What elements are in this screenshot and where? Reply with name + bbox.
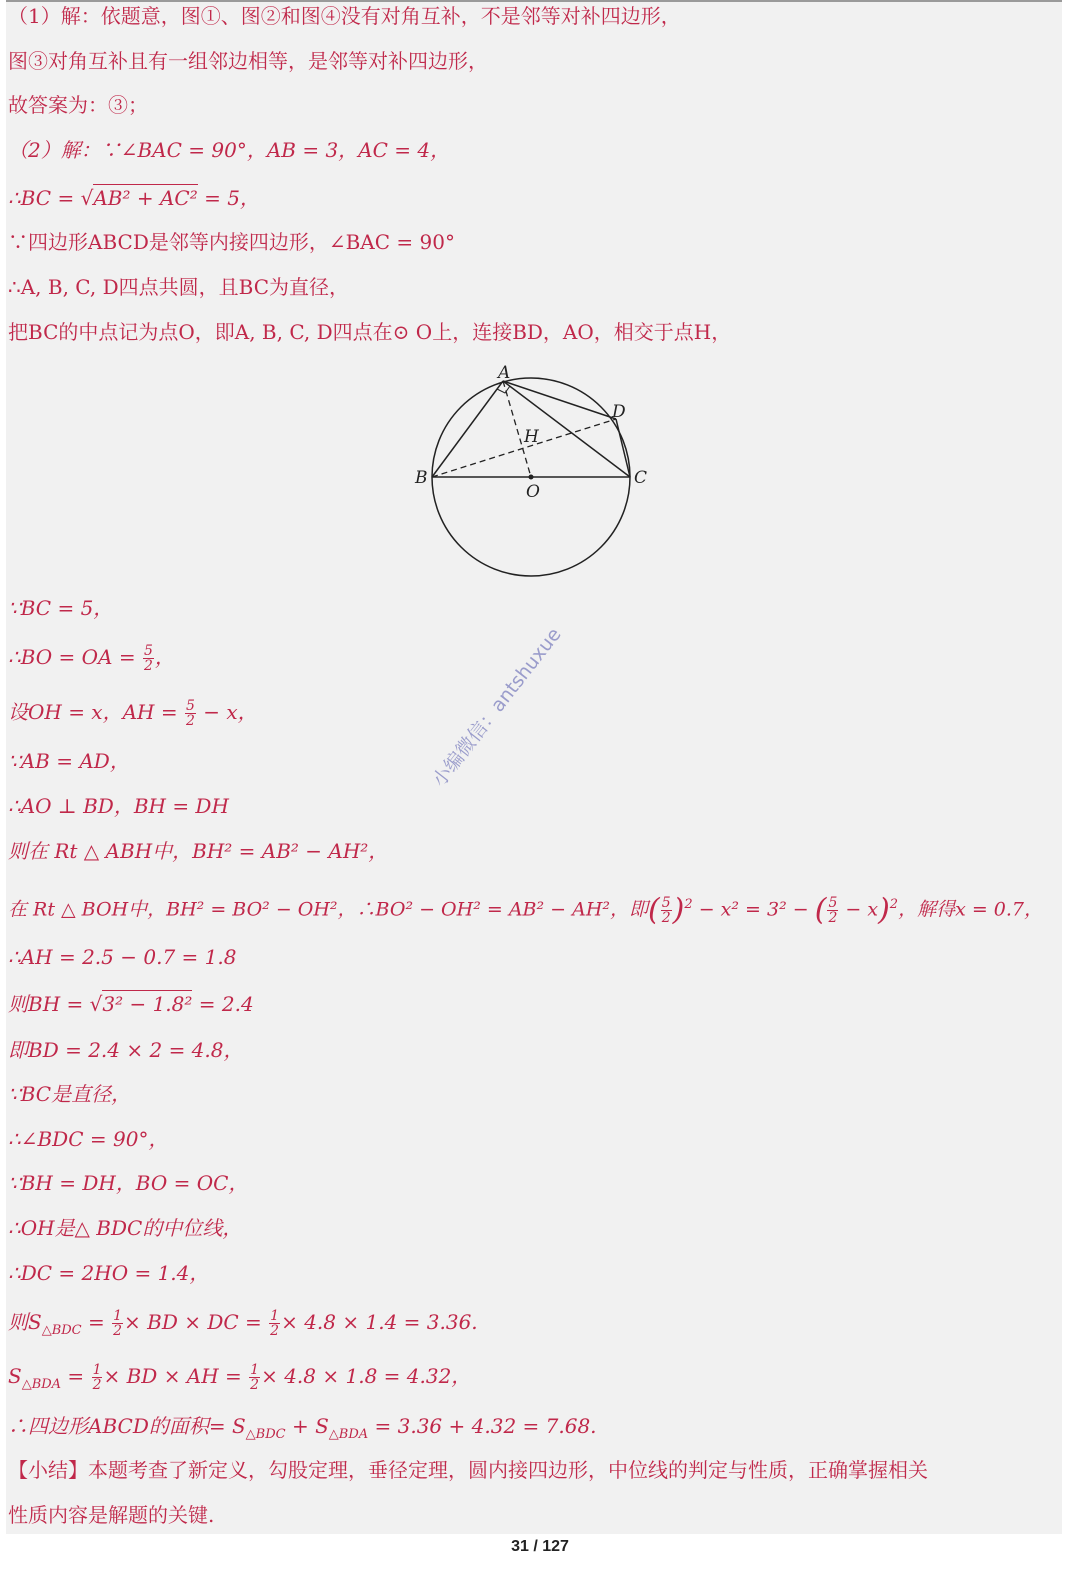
summary-line-1: 【小结】本题考查了新定义，勾股定理，垂径定理，圆内接四边形，中位线的判定与性质，正确掌握相关 <box>8 1458 928 1482</box>
point-o <box>529 475 534 480</box>
watermark: 小编微信：antshuxue <box>428 623 566 792</box>
line-6: ∵四边形ABCD是邻等内接四边形，∠BAC = 90° <box>8 230 455 254</box>
summary-line-2: 性质内容是解题的关键. <box>8 1503 215 1527</box>
line-10: ∴BO = OA = $\frac{5}{2}$ ， <box>8 643 175 674</box>
fraction: $\frac{1}{2}$ <box>92 1362 102 1393</box>
label-h: H <box>524 427 539 447</box>
line-12: ∵AB = AD， <box>8 749 130 773</box>
fraction: $\frac{5}{2}$ <box>185 698 195 729</box>
line-7: ∴A, B, C, D四点共圆，且BC为直径， <box>8 275 350 299</box>
label-o: O <box>526 482 540 502</box>
line-19: ∵BC是直径， <box>8 1082 132 1106</box>
line-3: 故答案为：③； <box>8 93 148 117</box>
segment-ac <box>503 381 630 477</box>
line-24: 则$S_{\triangle BDC}$ = $\frac{1}{2}$ × BD × DC = $\frac{1}{2}$ × 4.8 × 1.4 = 3.36. <box>8 1308 478 1339</box>
segment-ad <box>503 381 616 419</box>
line-23: ∴DC = 2HO = 1.4， <box>8 1261 210 1285</box>
line-14: 则在 Rt △ ABH中，BH² = AB² − AH²， <box>8 839 389 863</box>
fraction: $\frac{5}{2}$ <box>143 643 153 674</box>
line-4: （2）解：∵∠BAC = 90°，AB = 3，AC = 4， <box>8 138 451 162</box>
fraction: $\frac{1}{2}$ <box>113 1308 123 1339</box>
fraction: $\frac{1}{2}$ <box>250 1362 260 1393</box>
line-16: ∴AH = 2.5 − 0.7 = 1.8 <box>8 945 237 969</box>
line-1: （1）解：依题意，图①、图②和图④没有对角互补，不是邻等对补四边形， <box>8 4 681 28</box>
line-21: ∵BH = DH，BO = OC， <box>8 1171 249 1195</box>
label-c: C <box>634 468 648 488</box>
fraction: $\frac{5}{2}$ <box>828 894 838 926</box>
line-8: 把BC的中点记为点O，即A, B, C, D四点在⊙ O上，连接BD，AO，相交于点H， <box>8 320 732 344</box>
page-number: 31 / 127 <box>511 1538 569 1555</box>
line-25: $S_{\triangle BDA}$ = $\frac{1}{2}$ × BD × AH = $\frac{1}{2}$ × 4.8 × 1.8 = 4.32， <box>8 1362 472 1393</box>
line-17: 则BH = √3² − 1.8² = 2.4 <box>8 992 254 1016</box>
segment-ab <box>432 381 503 477</box>
label-d: D <box>612 402 626 422</box>
line-22: ∴OH是△ BDC的中位线， <box>8 1216 243 1240</box>
line-5: ∴BC = √AB² + AC² = 5， <box>8 186 260 210</box>
label-b: B <box>415 468 428 488</box>
fraction: $\frac{1}{2}$ <box>270 1308 280 1339</box>
line-26: ∴四边形ABCD的面积= $S_{\triangle BDC} + S_{\triangle BDA} = 3.36 + 4.32 = 7.68$. <box>8 1414 597 1442</box>
line-18: 即BD = 2.4 × 2 = 4.8， <box>8 1038 244 1062</box>
line-13: ∴AO ⊥ BD，BH = DH <box>8 794 229 818</box>
line-9: ∵BC = 5， <box>8 596 114 620</box>
line-11: 设OH = x，AH = $\frac{5}{2}$ − x， <box>8 698 258 729</box>
line-20: ∴∠BDC = 90°， <box>8 1127 169 1151</box>
label-a: A <box>498 363 511 383</box>
circle-figure <box>405 360 665 585</box>
line-2: 图③对角互补且有一组邻边相等，是邻等对补四边形， <box>8 49 488 73</box>
fraction: $\frac{5}{2}$ <box>661 894 671 926</box>
line-15: 在 Rt △ BOH中，BH² = BO² − OH²，∴BO² − OH² = AB² − AH²，即( $\frac{5}{2}$ )$^2$ − x² = 3² − ( $\frac{5}{2}$ − x)$^2$，解得x = 0.7， <box>8 892 1044 928</box>
